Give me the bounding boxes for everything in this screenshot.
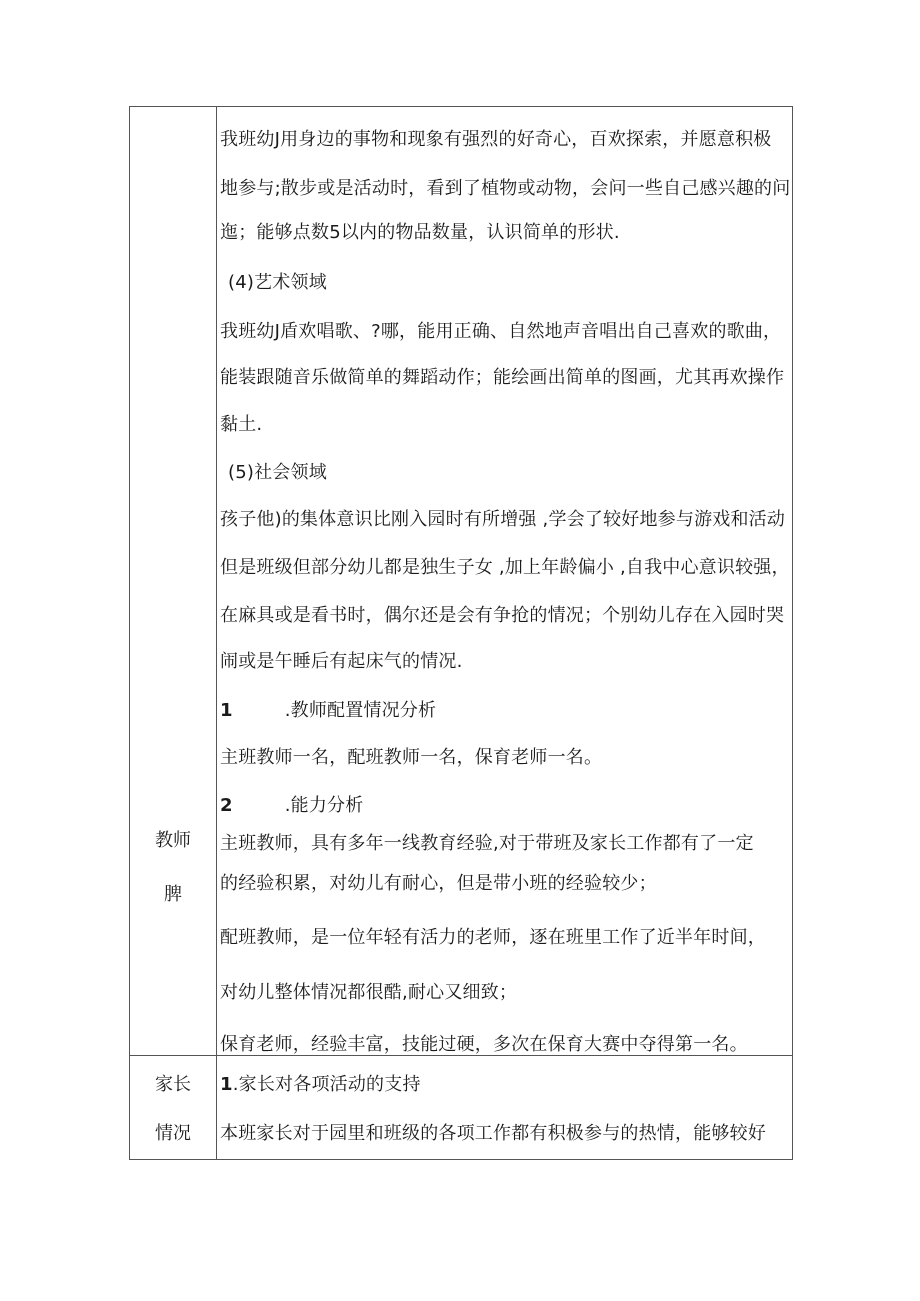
row-label-line: 家长 [155,1074,191,1095]
row-content-cell [217,107,793,1056]
row-content-cell [217,1056,793,1160]
numbered-heading [220,1073,421,1097]
subsection-heading: (5)社会领域 [228,462,327,483]
heading-text: .教师配置情况分析 [284,700,437,721]
paragraph-line: 我班幼J盾欢唱歌、?哪，能用正确、自然地声音唱出自己喜欢的歌曲， [220,321,782,342]
table-row [130,1056,793,1160]
paragraph-line: 对幼儿整体情况都很酷,耐心又细致； [220,982,518,1003]
paragraph-line: 的经验积累，对幼儿有耐心，但是带小班的经验较少； [220,873,657,894]
paragraph-line: 配班教师，是一位年轻有活力的老师，逐在班里工作了近半年时间， [220,927,766,948]
heading-text: .家长对各项活动的支持 [232,1074,421,1095]
class-situation-table [129,106,793,1160]
row-label-line: 教师 [155,830,191,851]
numbered-heading [220,794,363,818]
paragraph-line: 能装跟随音乐做简单的舞蹈动作；能绘画出简单的图画，尤其再欢操作 [220,367,785,388]
paragraph-line: 迤；能够点数5以内的物品数量，认识简单的形状. [220,222,620,243]
paragraph-line: 我班幼J用身边的事物和现象有强烈的好奇心，百欢探索，并愿意积极 [220,129,772,150]
paragraph-line: 闹或是午睡后有起床气的情况. [220,651,463,672]
row-label-cell [130,1056,217,1160]
paragraph-line: 孩子他)的集体意识比刚入园时有所增强 ,学会了较好地参与游戏和活动 [220,509,786,530]
row-label-line: 脾 [164,884,182,905]
table-row [130,107,793,1056]
paragraph-line: 黏土. [220,414,263,435]
paragraph-line: 保育老师，经验丰富，技能过硬，多次在保育大赛中夺得第一名。 [220,1034,748,1055]
subsection-heading: (4)艺术领域 [228,272,327,293]
numbered-heading [220,699,436,723]
row-label-cell [130,107,217,1056]
heading-number: 1 [220,700,233,721]
paragraph-line: 主班教师一名，配班教师一名，保育老师一名。 [220,747,603,768]
paragraph-line: 但是班级但部分幼儿都是独生子女 ,加上年龄偏小 ,自我中心意识较强， [220,557,790,578]
paragraph-line: 本班家长对于园里和班级的各项工作都有积极参与的热情，能够较好 [220,1123,766,1144]
heading-number: 2 [220,795,233,816]
paragraph-line: 主班教师，具有多年一线教育经验,对于带班及家长工作都有了一定 [220,833,754,854]
heading-number: 1 [220,1074,233,1095]
paragraph-line: 在麻具或是看书时，偶尔还是会有争抢的情况；个别幼儿存在入园时哭 [220,605,785,626]
row-label-line: 情况 [155,1123,191,1144]
paragraph-line: 地参与;散步或是活动时，看到了植物或动物，会问一些自己感兴趣的问 [220,178,791,199]
heading-text: .能力分析 [284,795,364,816]
